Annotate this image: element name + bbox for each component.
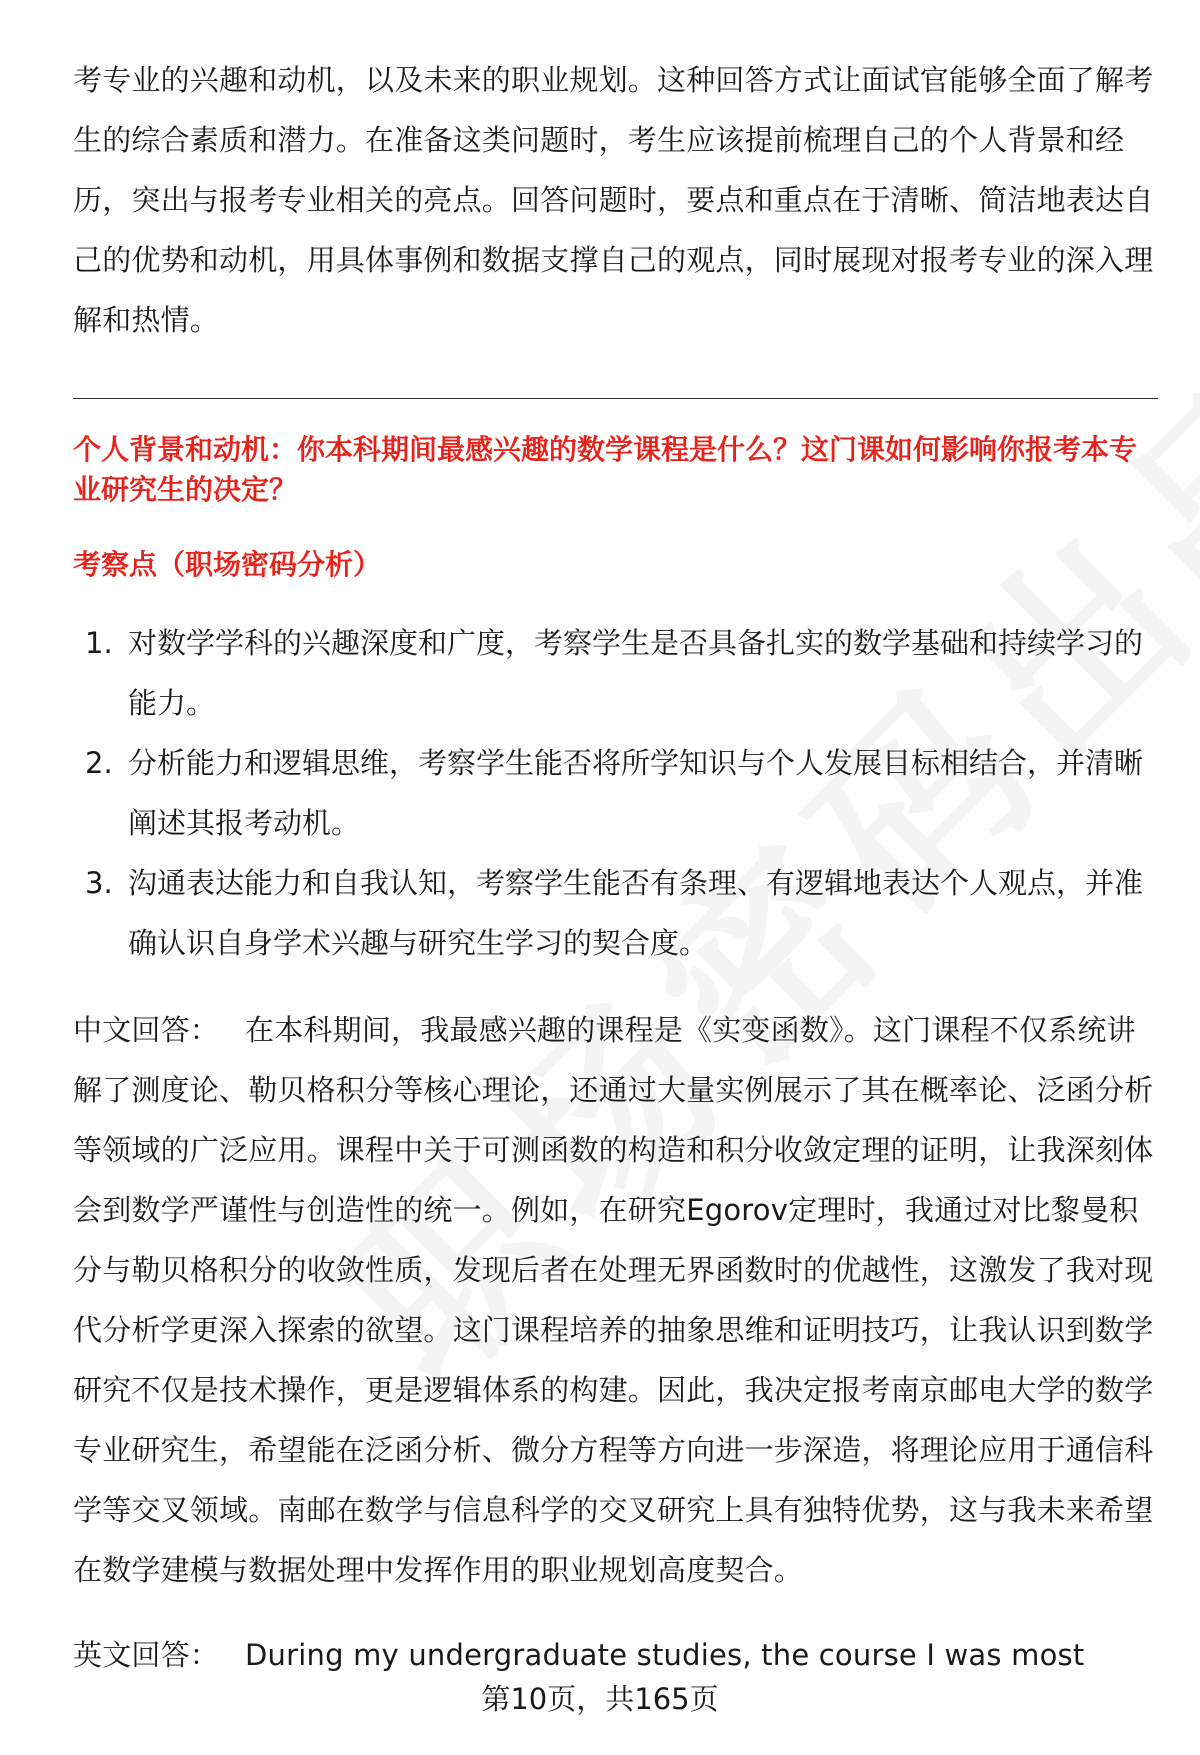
assessment-heading: 考察点（职场密码分析） [73,548,382,581]
assessment-point [73,613,1158,733]
english-answer [73,1625,1158,1685]
assessment-point [73,853,1158,973]
section-divider [73,398,1158,399]
intro-paragraph: 考专业的兴趣和动机，以及未来的职业规划。这种回答方式让面试官能够全面了解考生的综合素质和潜力。在准备这类问题时，考生应该提前梳理自己的个人背景和经历，突出与报考专业相关的亮点。回答问题时，要点和重点在于清晰、简洁地表达自己的优势和动机，用具体事例和数据支撑自己的观点，同时展现对报考专业的深入理解和热情。 [73,63,1154,337]
chinese-answer-label: 中文回答： [73,1013,220,1047]
english-answer-label: 英文回答： [73,1638,220,1672]
assessment-points-list [73,613,1158,973]
question-heading: 个人背景和动机：你本科期间最感兴趣的数学课程是什么？这门课如何影响你报考本专业研究生的决定？ [73,433,1138,506]
assessment-point [73,733,1158,853]
point-number: 1. [85,626,113,660]
page-footer: 第10页，共165页 [481,1682,719,1716]
point-text: 对数学学科的兴趣深度和广度，考察学生是否具备扎实的数学基础和持续学习的能力。 [128,626,1144,720]
point-number: 2. [85,746,113,780]
chinese-answer [73,1000,1158,1600]
english-answer-text: During my undergraduate studies, the course I was most [245,1638,1085,1672]
point-text: 沟通表达能力和自我认知，考察学生能否有条理、有逻辑地表达个人观点，并准确认识自身学术兴趣与研究生学习的契合度。 [128,866,1144,960]
chinese-answer-text: 在本科期间，我最感兴趣的课程是《实变函数》。这门课程不仅系统讲解了测度论、勒贝格积分等核心理论，还通过大量实例展示了其在概率论、泛函分析等领域的广泛应用。课程中关于可测函数的构造和积分收敛定理的证明，让我深刻体会到数学严谨性与创造性的统一。例如，在研究Egorov定理时，我通过对比黎曼积分与勒贝格积分的收敛性质，发现后者在处理无界函数时的优越性，这激发了我对现代分析学更深入探索的欲望。这门课程培养的抽象思维和证明技巧，让我认识到数学研究不仅是技术操作，更是逻辑体系的构建。因此，我决定报考南京邮电大学的数学专业研究生，希望能在泛函分析、微分方程等方向进一步深造，将理论应用于通信科学等交叉领域。南邮在数学与信息科学的交叉研究上具有独特优势，这与我未来希望在数学建模与数据处理中发挥作用的职业规划高度契合。 [73,1013,1154,1587]
point-text: 分析能力和逻辑思维，考察学生能否将所学知识与个人发展目标相结合，并清晰阐述其报考动机。 [128,746,1144,840]
point-number: 3. [85,866,113,900]
